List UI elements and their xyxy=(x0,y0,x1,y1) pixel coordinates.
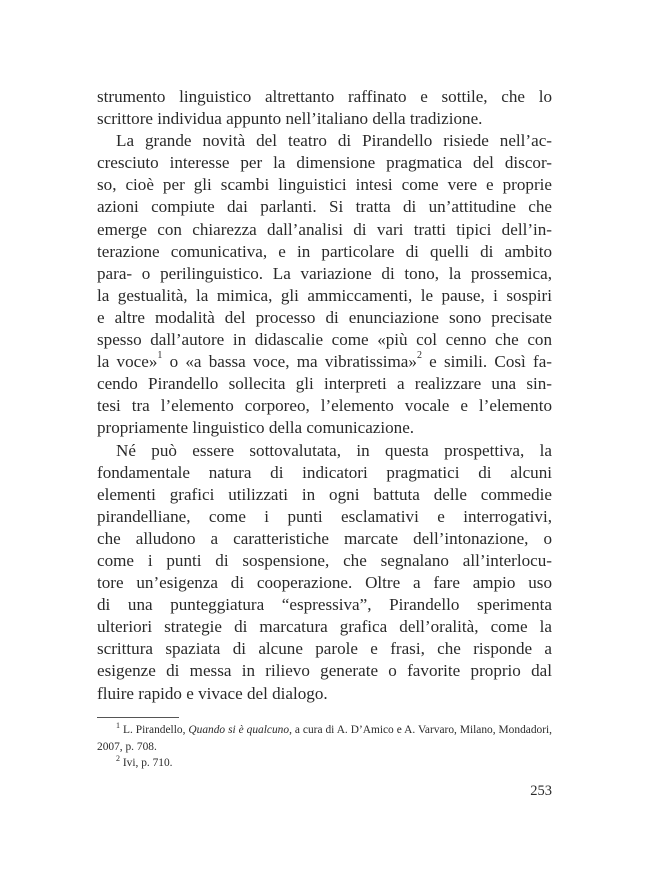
footnotes xyxy=(97,722,552,772)
body-text xyxy=(97,86,552,705)
text-line: strumento linguistico altrettanto raffinato e sottile, che lo xyxy=(97,87,552,106)
text-line: e altre modalità del processo di enunciazione sono precisate xyxy=(97,307,552,327)
footnote-ref-2[interactable]: 2 xyxy=(416,350,422,362)
text-line: esigenze di messa in rilievo generate o favorite proprio dal xyxy=(97,661,552,681)
text-line: come i punti di sospensione, che segnalano all’interlocu- xyxy=(97,550,552,570)
text-line: cresciuto interesse per la dimensione pragmatica del discor- xyxy=(97,153,552,173)
text-line: para- o perilinguistico. La variazione di tono, la prossemica, xyxy=(97,263,552,283)
footnote-separator xyxy=(97,717,179,718)
text-line: scrittura spaziata di alcune parole e frasi, che risponde a xyxy=(97,639,552,659)
footnote-ref-1[interactable]: 1 xyxy=(157,350,163,362)
text-segment: o «a bassa voce, ma vibratissima» xyxy=(162,352,417,372)
footnote-1 xyxy=(97,722,552,739)
text-line: terazione comunicativa, e in particolare di quelli di ambito xyxy=(97,241,552,261)
text-line: la gestualità, la mimica, gli ammiccamenti, le pause, i sospiri xyxy=(97,285,552,305)
text-line: tesi tra l’elemento corporeo, l’elemento vocale e l’elemento xyxy=(97,396,552,416)
page-number: 253 xyxy=(530,783,552,799)
footnote-text: L. Pirandello, xyxy=(122,724,189,736)
text-line: elementi grafici utilizzati in ogni battuta delle commedie xyxy=(97,484,552,504)
text-segment: e simili. Così fa- xyxy=(421,352,552,372)
text-line: emerge con chiarezza dall’analisi di vari tratti tipici dell’in- xyxy=(97,219,552,239)
text-line: cendo Pirandello sollecita gli interpreti a realizzare una sin- xyxy=(97,374,552,394)
footnote-2 xyxy=(97,755,552,772)
footnote-number: 1 xyxy=(116,721,120,731)
text-segment: la voce» xyxy=(97,352,158,372)
text-line: Né può essere sottovalutata, in questa prospettiva, la xyxy=(116,440,552,460)
text-line: che alludono a caratteristiche marcate dell’intonazione, o xyxy=(97,528,552,548)
text-line: scrittore individua appunto nell’italiano della tradizione. xyxy=(97,109,483,129)
text-line: di una punteggiatura “espressiva”, Pirandello sperimenta xyxy=(97,595,552,615)
text-line: La grande novità del teatro di Pirandello risiede nell’ac- xyxy=(116,131,552,151)
footnote-text: , a cura di A. D’Amico e A. Varvaro, Milano, Mondadori, xyxy=(289,724,553,736)
footnote-1-continuation: 2007, p. 708. xyxy=(97,740,157,753)
footnote-title: Quando si è qualcuno xyxy=(188,724,290,736)
text-line-with-footnote-refs xyxy=(97,351,552,373)
text-line: so, cioè per gli scambi linguistici intesi come vere e proprie xyxy=(97,175,552,195)
text-line: azioni compiute dai parlanti. Si tratta di un’attitudine che xyxy=(97,197,552,217)
text-line: spesso dall’autore in didascalie come «più col cenno che con xyxy=(97,330,552,350)
footnote-text: Ivi, p. 710. xyxy=(122,757,173,769)
text-line: fluire rapido e vivace del dialogo. xyxy=(97,683,328,703)
text-line: tore un’esigenza di cooperazione. Oltre a fare ampio uso xyxy=(97,573,552,593)
footnote-number: 2 xyxy=(116,754,120,764)
text-line: propriamente linguistico della comunicazione. xyxy=(97,418,415,438)
text-line: pirandelliane, come i punti esclamativi e interrogativi, xyxy=(97,506,552,526)
text-line: fondamentale natura di indicatori pragmatici di alcuni xyxy=(97,462,552,482)
text-line: ulteriori strategie di marcatura grafica dell’oralità, come la xyxy=(97,617,552,637)
